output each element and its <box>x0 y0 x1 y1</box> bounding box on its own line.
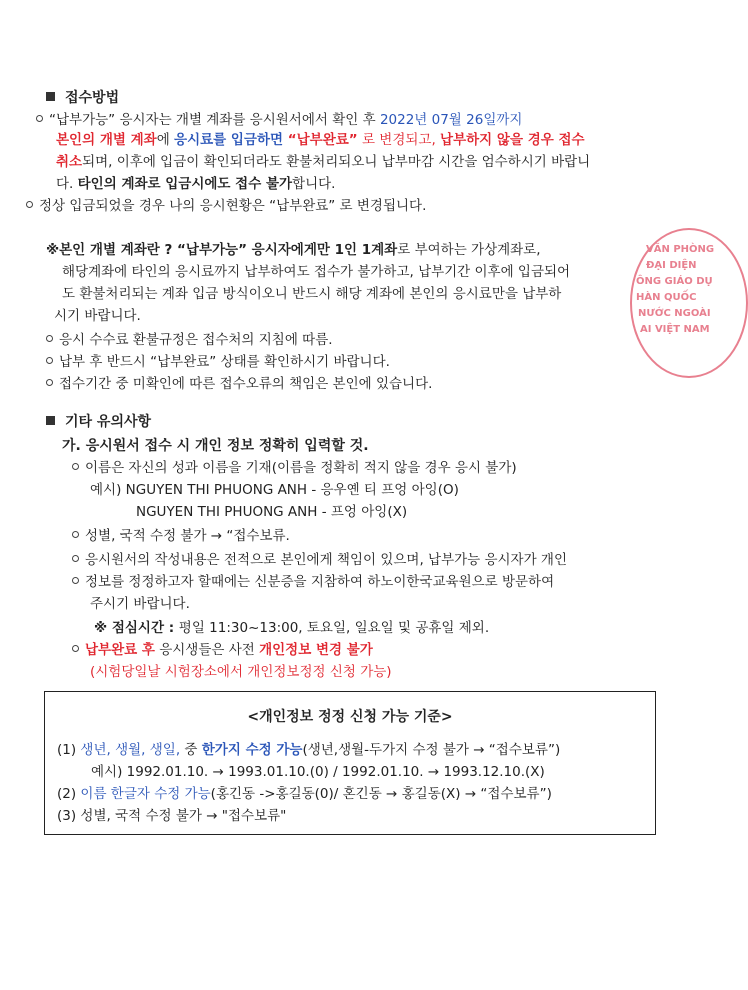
note-line-1: ※본인 개별 계좌란 ? “납부가능” 응시자에게만 1인 1계좌로 부여하는 가상계좌로, <box>46 242 541 258</box>
other-bullet-after-payment: 납부완료 후 응시생들은 사전 개인정보 변경 불가 <box>72 640 373 660</box>
official-seal-stamp: VĂN PHÒNG ĐẠI DIỆN ÔNG GIÁO DỤ HÀN QUỐC NƯỚC NGOÀI AI VIỆT NAM <box>630 228 748 378</box>
circle-bullet-icon <box>26 201 33 208</box>
circle-bullet-icon <box>72 463 79 470</box>
lunch-time: ※ 점심시간 : 평일 11:30~13:00, 토요일, 일요일 및 공휴일 제외. <box>94 620 490 636</box>
note-line-4: 시기 바랍니다. <box>54 308 141 324</box>
circle-bullet-icon <box>46 379 53 386</box>
other-bullet-name: 이름은 자신의 성과 이름을 기재(이름을 정확히 적지 않을 경우 응시 불가) <box>72 458 517 478</box>
circle-bullet-icon <box>46 335 53 342</box>
criteria-title: <개인정보 정정 신청 가능 기준> <box>247 709 453 725</box>
section-heading-method: 접수방법 <box>46 88 119 108</box>
note-line-2: 해당계좌에 타인의 응시료까지 납부하여도 접수가 불가하고, 납부기간 이후에 입금되어 <box>62 264 571 280</box>
circle-bullet-icon <box>72 555 79 562</box>
criteria-item-3: (3) 성별, 국적 수정 불가 → "접수보류" <box>57 808 287 824</box>
other-bullet-visit-line-2: 주시기 바랍니다. <box>90 596 190 612</box>
method-paragraph-line-2: 본인의 개별 계좌에 응시료를 입금하면 “납부완료” 로 변경되고, 납부하지 않을 경우 접수 <box>56 132 585 148</box>
method-paragraph-line-1: “납부가능” 응시자는 개별 계좌를 응시원서에서 확인 후 2022년 07월 26일까지 <box>36 110 522 130</box>
note-bullet-refund: 응시 수수료 환불규정은 접수처의 지침에 따름. <box>46 330 333 350</box>
circle-bullet-icon <box>72 577 79 584</box>
other-bullet-responsibility: 응시원서의 작성내용은 전적으로 본인에게 책임이 있으며, 납부가능 응시자가 개인 <box>72 550 567 570</box>
section-heading-other: 기타 유의사항 <box>46 412 151 432</box>
criteria-item-2: (2) 이름 한글자 수정 가능(홍긴동 ->홍길동(0)/ 혼긴동 → 홍길동(X) → “접수보류”) <box>57 786 552 802</box>
criteria-box <box>44 691 656 835</box>
circle-bullet-icon <box>72 645 79 652</box>
other-bullet-after-payment-note: (시험당일날 시험장소에서 개인정보정정 신청 가능) <box>90 664 392 680</box>
square-bullet-icon <box>46 92 55 101</box>
other-example-1: 예시) NGUYEN THI PHUONG ANH - 응우옌 티 프엉 아잉(O) <box>90 482 459 498</box>
note-bullet-responsibility: 접수기간 중 미확인에 따른 접수오류의 책임은 본인에 있습니다. <box>46 374 432 394</box>
criteria-item-1: (1) 생년, 생월, 생일, 중 한가지 수정 가능(생년,생월-두가지 수정 불가 → “접수보류”) <box>57 742 561 758</box>
method-paragraph-2: 정상 입금되었을 경우 나의 응시현황은 “납부완료” 로 변경됩니다. <box>26 196 426 216</box>
circle-bullet-icon <box>36 115 43 122</box>
other-bullet-gender: 성별, 국적 수정 불가 → “접수보류. <box>72 526 290 546</box>
other-subheading: 가. 응시원서 접수 시 개인 정보 정확히 입력할 것. <box>62 438 369 454</box>
method-paragraph-line-4: 다. 타인의 계좌로 입금시에도 접수 불가합니다. <box>56 176 336 192</box>
other-example-2: NGUYEN THI PHUONG ANH - 프엉 아잉(X) <box>136 504 408 520</box>
circle-bullet-icon <box>72 531 79 538</box>
square-bullet-icon <box>46 416 55 425</box>
note-line-3: 도 환불처리되는 계좌 입금 방식이오니 반드시 해당 계좌에 본인의 응시료만을 납부하 <box>62 286 562 302</box>
method-paragraph-line-3: 취소되며, 이후에 입금이 확인되더라도 환불처리되오니 납부마감 시간을 엄수하시기 바랍니 <box>56 154 591 170</box>
circle-bullet-icon <box>46 357 53 364</box>
criteria-item-1-example: 예시) 1992.01.10. → 1993.01.10.(0) / 1992.01.10. → 1993.12.10.(X) <box>91 764 545 780</box>
note-bullet-confirm: 납부 후 반드시 “납부완료” 상태를 확인하시기 바랍니다. <box>46 352 390 372</box>
other-bullet-visit-line-1: 정보를 정정하고자 할때에는 신분증을 지참하여 하노이한국교육원으로 방문하여 <box>72 572 554 592</box>
